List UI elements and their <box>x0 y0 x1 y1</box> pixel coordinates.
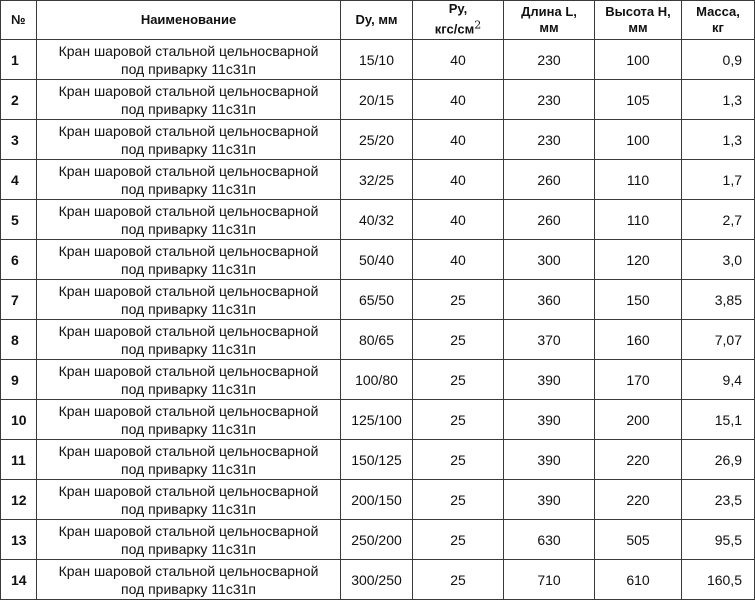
cell-name-line1: Кран шаровой стальной цельносварной <box>58 522 319 539</box>
table-row <box>1 360 755 400</box>
cell-name-line2: под приварку 11с31п <box>120 340 257 357</box>
header-height <box>595 1 682 40</box>
cell-mass: 3,0 <box>682 240 755 280</box>
cell-mass: 23,5 <box>682 480 755 520</box>
header-py-line2 <box>413 17 503 38</box>
cell-py: 40 <box>413 80 504 120</box>
cell-name-line1: Кран шаровой стальной цельносварной <box>58 562 319 579</box>
cell-dy: 200/150 <box>341 480 413 520</box>
cell-length: 360 <box>504 280 595 320</box>
cell-height: 220 <box>595 480 682 520</box>
header-height-line1: Высота H, <box>605 4 671 19</box>
header-mass <box>682 1 755 40</box>
cell-name-line1: Кран шаровой стальной цельносварной <box>58 482 319 499</box>
cell-name <box>37 160 341 200</box>
table-row <box>1 80 755 120</box>
cell-name-line2: под приварку 11с31п <box>120 140 257 157</box>
cell-height: 110 <box>595 200 682 240</box>
cell-py: 25 <box>413 560 504 600</box>
cell-num: 10 <box>1 400 37 440</box>
cell-dy: 150/125 <box>341 440 413 480</box>
cell-length: 230 <box>504 120 595 160</box>
header-length-line2: мм <box>539 20 559 35</box>
cell-height: 160 <box>595 320 682 360</box>
cell-name-line2: под приварку 11с31п <box>120 180 257 197</box>
cell-py: 40 <box>413 240 504 280</box>
table-row <box>1 280 755 320</box>
cell-name-line2: под приварку 11с31п <box>120 100 257 117</box>
cell-dy: 125/100 <box>341 400 413 440</box>
cell-length: 230 <box>504 80 595 120</box>
cell-height: 150 <box>595 280 682 320</box>
cell-num: 3 <box>1 120 37 160</box>
cell-name-line1: Кран шаровой стальной цельносварной <box>58 162 319 179</box>
header-py-line1: Py, <box>448 1 468 17</box>
cell-name-line2: под приварку 11с31п <box>120 380 257 397</box>
cell-name <box>37 280 341 320</box>
cell-name-line2: под приварку 11с31п <box>120 580 257 597</box>
header-height-line2: мм <box>628 20 648 35</box>
header-mass-line2: кг <box>712 20 724 35</box>
table-row <box>1 40 755 80</box>
cell-dy: 65/50 <box>341 280 413 320</box>
cell-height: 110 <box>595 160 682 200</box>
cell-mass: 3,85 <box>682 280 755 320</box>
cell-dy: 300/250 <box>341 560 413 600</box>
cell-height: 100 <box>595 40 682 80</box>
cell-num: 6 <box>1 240 37 280</box>
cell-num: 9 <box>1 360 37 400</box>
cell-mass: 26,9 <box>682 440 755 480</box>
cell-height: 100 <box>595 120 682 160</box>
cell-name <box>37 480 341 520</box>
cell-name-line2: под приварку 11с31п <box>120 260 257 277</box>
cell-height: 200 <box>595 400 682 440</box>
cell-height: 120 <box>595 240 682 280</box>
cell-name <box>37 400 341 440</box>
cell-num: 7 <box>1 280 37 320</box>
cell-height: 220 <box>595 440 682 480</box>
cell-mass: 1,3 <box>682 120 755 160</box>
cell-mass: 95,5 <box>682 520 755 560</box>
cell-name <box>37 240 341 280</box>
table-row <box>1 520 755 560</box>
cell-py: 25 <box>413 480 504 520</box>
cell-name-line1: Кран шаровой стальной цельносварной <box>58 362 319 379</box>
cell-mass: 7,07 <box>682 320 755 360</box>
cell-num: 11 <box>1 440 37 480</box>
cell-dy: 25/20 <box>341 120 413 160</box>
cell-name-line2: под приварку 11с31п <box>120 420 257 437</box>
cell-name-line1: Кран шаровой стальной цельносварной <box>58 42 319 59</box>
header-py-unit: кгс/см <box>434 21 475 37</box>
cell-num: 14 <box>1 560 37 600</box>
cell-name <box>37 120 341 160</box>
cell-name <box>37 440 341 480</box>
cell-dy: 100/80 <box>341 360 413 400</box>
cell-num: 2 <box>1 80 37 120</box>
header-py-exponent: 2 <box>474 18 482 32</box>
cell-name-line1: Кран шаровой стальной цельносварной <box>58 402 319 419</box>
cell-name-line1: Кран шаровой стальной цельносварной <box>58 122 319 139</box>
cell-dy: 250/200 <box>341 520 413 560</box>
cell-name-line2: под приварку 11с31п <box>120 60 257 77</box>
cell-name <box>37 520 341 560</box>
cell-mass: 1,3 <box>682 80 755 120</box>
table-row <box>1 400 755 440</box>
cell-num: 12 <box>1 480 37 520</box>
cell-length: 370 <box>504 320 595 360</box>
table-row <box>1 560 755 600</box>
cell-mass: 1,7 <box>682 160 755 200</box>
cell-num: 5 <box>1 200 37 240</box>
cell-mass: 0,9 <box>682 40 755 80</box>
table-row <box>1 240 755 280</box>
table-row <box>1 480 755 520</box>
header-row <box>1 1 755 40</box>
cell-num: 13 <box>1 520 37 560</box>
cell-py: 25 <box>413 440 504 480</box>
cell-py: 40 <box>413 200 504 240</box>
table-row <box>1 160 755 200</box>
cell-length: 710 <box>504 560 595 600</box>
cell-length: 230 <box>504 40 595 80</box>
header-dy: Dy, мм <box>341 1 413 40</box>
cell-name-line1: Кран шаровой стальной цельносварной <box>58 322 319 339</box>
cell-num: 1 <box>1 40 37 80</box>
cell-length: 300 <box>504 240 595 280</box>
cell-height: 170 <box>595 360 682 400</box>
cell-py: 25 <box>413 400 504 440</box>
header-name: Наименование <box>37 1 341 40</box>
cell-mass: 15,1 <box>682 400 755 440</box>
cell-dy: 32/25 <box>341 160 413 200</box>
cell-height: 505 <box>595 520 682 560</box>
cell-name-line1: Кран шаровой стальной цельносварной <box>58 442 319 459</box>
cell-num: 8 <box>1 320 37 360</box>
cell-mass: 160,5 <box>682 560 755 600</box>
table-row <box>1 120 755 160</box>
cell-name-line2: под приварку 11с31п <box>120 500 257 517</box>
cell-name-line2: под приварку 11с31п <box>120 460 257 477</box>
cell-length: 390 <box>504 360 595 400</box>
cell-dy: 15/10 <box>341 40 413 80</box>
table-row <box>1 440 755 480</box>
header-length-line1: Длина L, <box>521 4 577 19</box>
cell-mass: 9,4 <box>682 360 755 400</box>
header-num: № <box>1 1 37 40</box>
cell-name-line1: Кран шаровой стальной цельносварной <box>58 282 319 299</box>
cell-dy: 80/65 <box>341 320 413 360</box>
cell-length: 260 <box>504 160 595 200</box>
cell-py: 25 <box>413 320 504 360</box>
cell-length: 630 <box>504 520 595 560</box>
cell-mass: 2,7 <box>682 200 755 240</box>
cell-py: 40 <box>413 160 504 200</box>
cell-name-line1: Кран шаровой стальной цельносварной <box>58 82 319 99</box>
cell-dy: 50/40 <box>341 240 413 280</box>
cell-name <box>37 80 341 120</box>
cell-py: 25 <box>413 280 504 320</box>
cell-name-line2: под приварку 11с31п <box>120 540 257 557</box>
cell-name <box>37 360 341 400</box>
cell-height: 610 <box>595 560 682 600</box>
cell-py: 40 <box>413 40 504 80</box>
table-row <box>1 320 755 360</box>
cell-length: 390 <box>504 400 595 440</box>
cell-dy: 20/15 <box>341 80 413 120</box>
cell-name-line2: под приварку 11с31п <box>120 300 257 317</box>
table-body <box>1 40 755 600</box>
cell-length: 260 <box>504 200 595 240</box>
cell-py: 25 <box>413 520 504 560</box>
cell-name-line1: Кран шаровой стальной цельносварной <box>58 202 319 219</box>
cell-name <box>37 560 341 600</box>
cell-num: 4 <box>1 160 37 200</box>
cell-name <box>37 40 341 80</box>
cell-py: 25 <box>413 360 504 400</box>
header-length <box>504 1 595 40</box>
header-mass-line1: Масса, <box>696 4 740 19</box>
cell-dy: 40/32 <box>341 200 413 240</box>
header-py <box>413 1 504 40</box>
cell-name <box>37 200 341 240</box>
cell-length: 390 <box>504 440 595 480</box>
cell-name <box>37 320 341 360</box>
cell-py: 40 <box>413 120 504 160</box>
table-row <box>1 200 755 240</box>
cell-name-line2: под приварку 11с31п <box>120 220 257 237</box>
cell-length: 390 <box>504 480 595 520</box>
cell-name-line1: Кран шаровой стальной цельносварной <box>58 242 319 259</box>
cell-height: 105 <box>595 80 682 120</box>
